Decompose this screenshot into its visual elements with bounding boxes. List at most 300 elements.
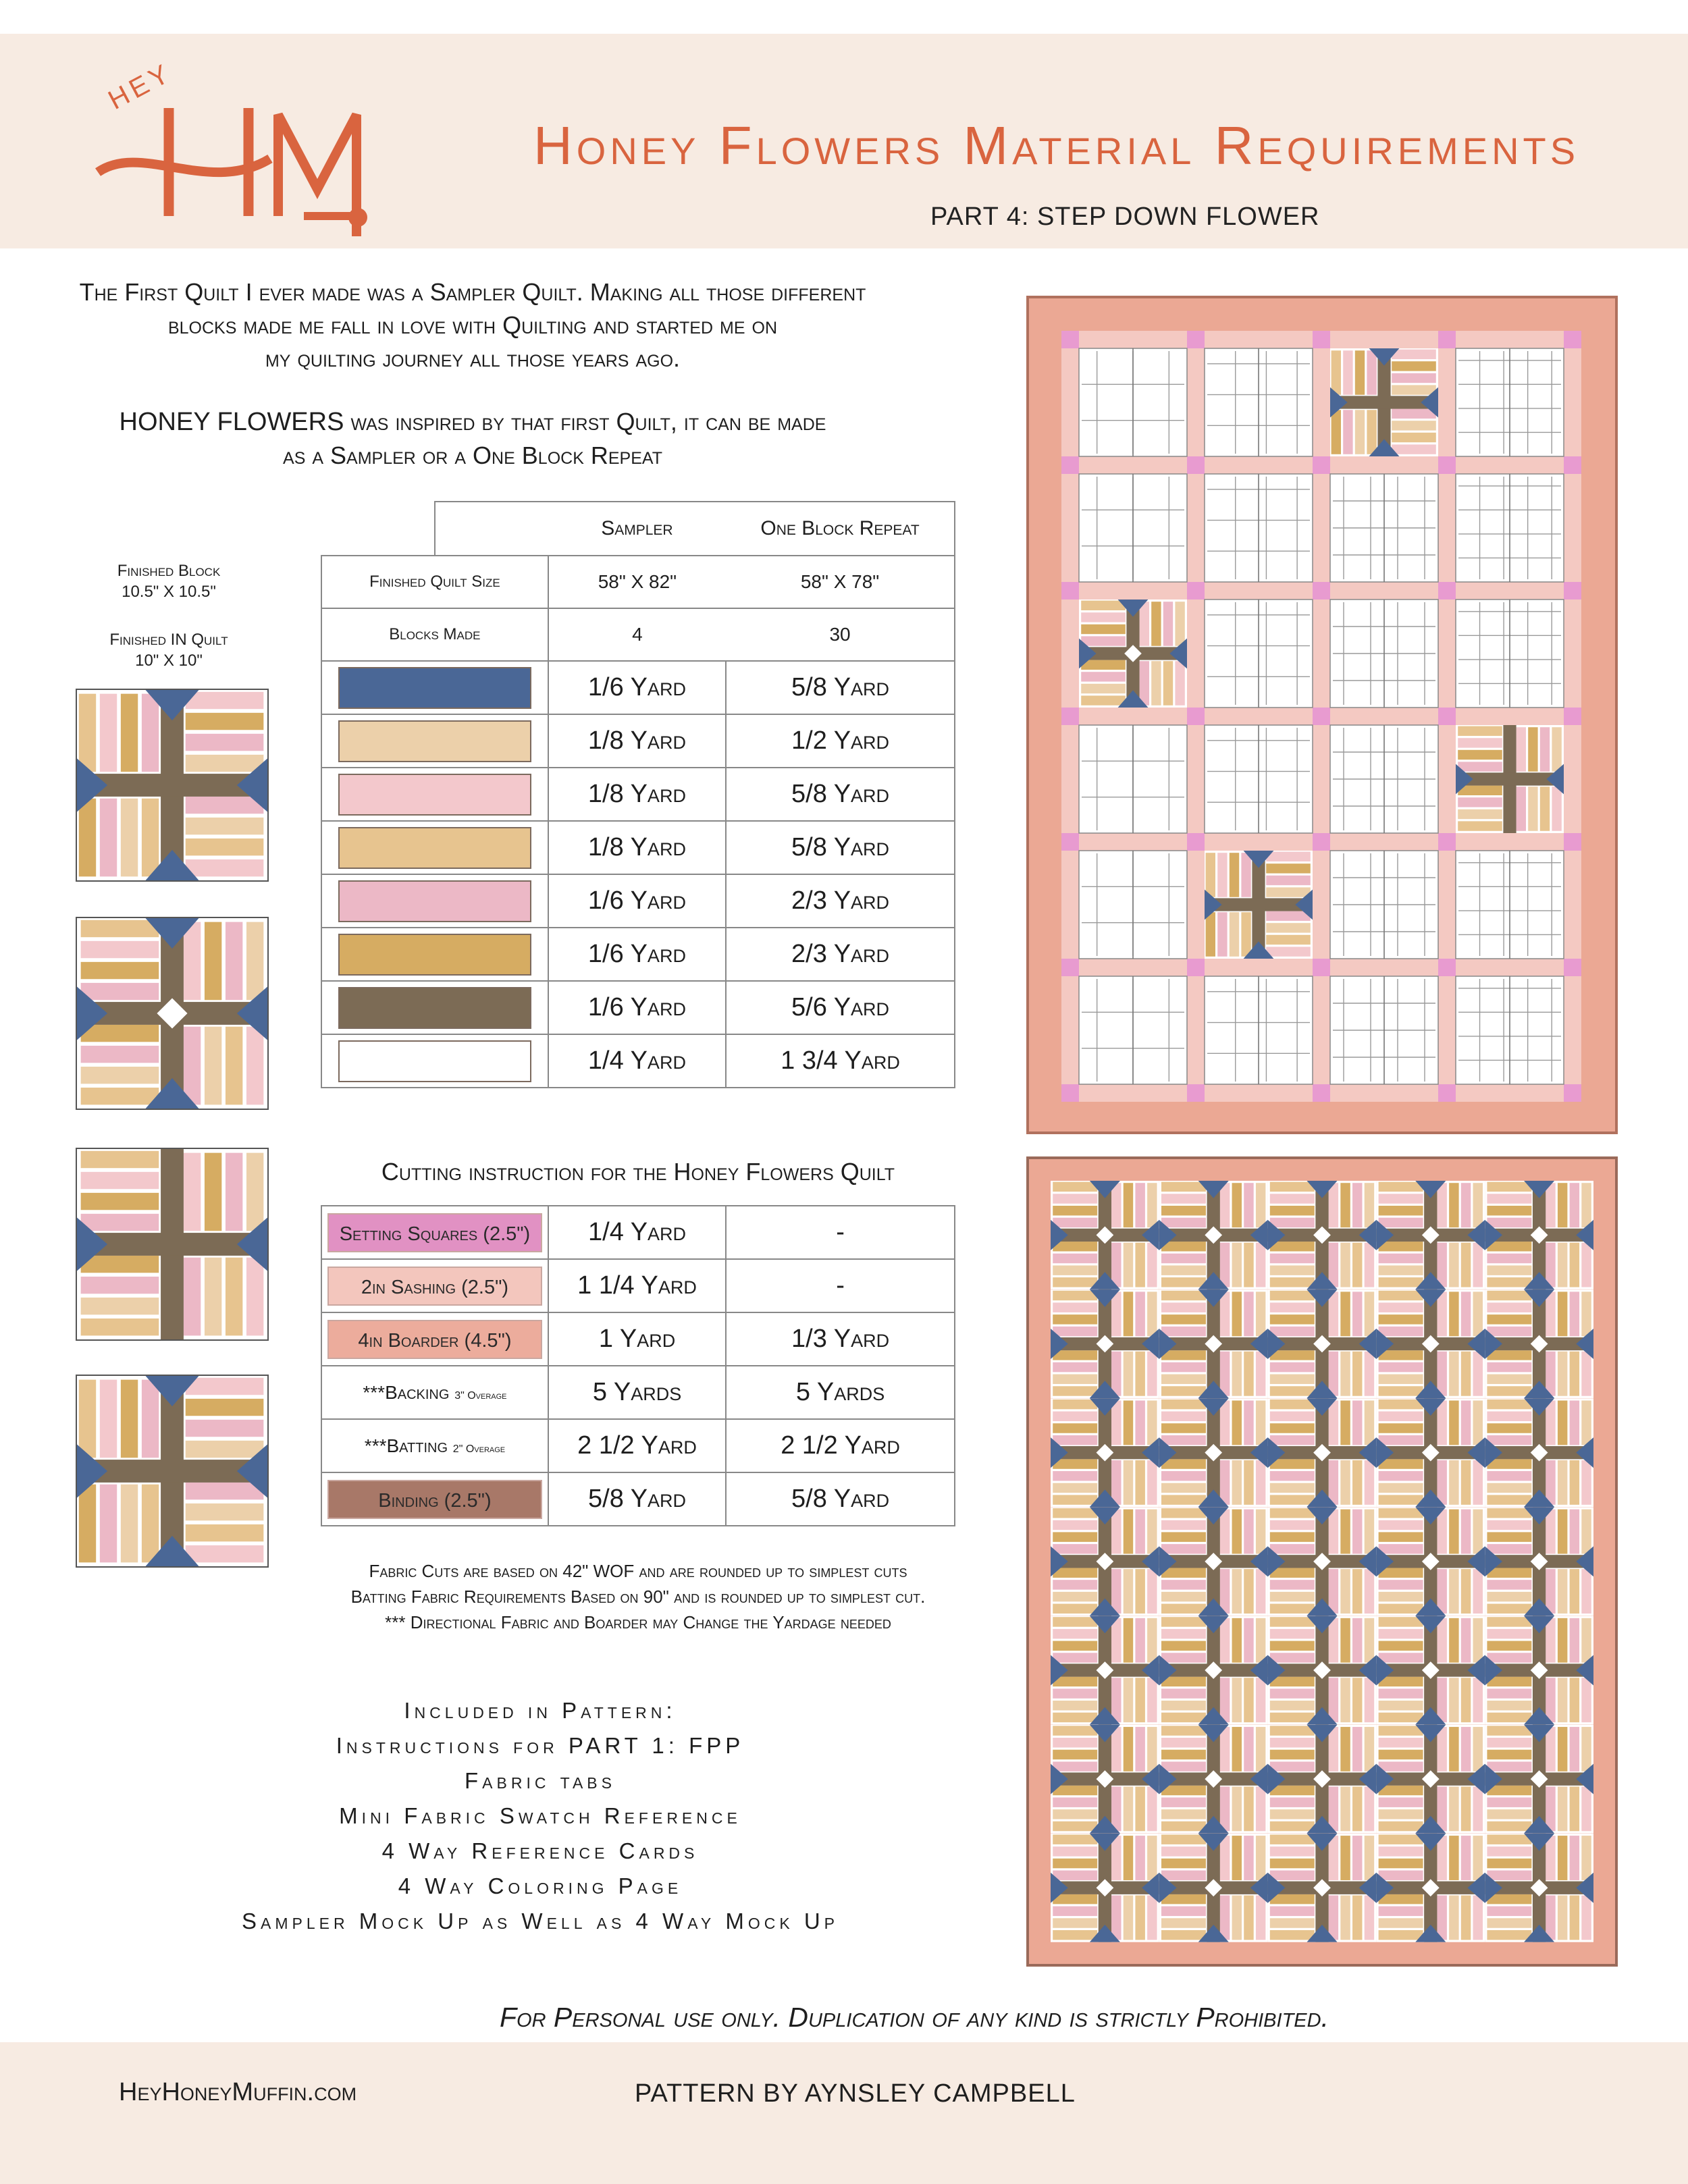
setting-square [1564,959,1581,976]
strip [1487,1435,1531,1445]
strip [1487,1194,1531,1203]
strip [1355,410,1365,454]
strip [1053,1544,1097,1553]
strip [1570,1183,1579,1227]
strip [1329,1618,1338,1663]
fabric-row [321,928,955,981]
included-item: Sampler Mock Up as Well as 4 Way Mock Up [241,1909,839,1934]
strip [1379,1302,1423,1312]
strip [1379,1750,1423,1759]
cutting-one-block-yardage: 2 1/2 Yard [726,1419,955,1472]
strip [1081,636,1126,645]
strip [1135,1291,1144,1336]
strip [1546,1896,1555,1940]
strip [1053,1265,1097,1275]
strip [1379,1471,1423,1481]
strip [1270,1580,1315,1589]
strip [1135,1569,1144,1614]
strip [1487,1314,1531,1324]
strip [1437,1291,1446,1336]
strip [1546,1460,1555,1505]
strip [1135,1401,1144,1445]
strip [81,1025,159,1042]
strip [1147,1460,1157,1505]
strip [1487,1362,1531,1372]
strip [1365,1678,1374,1722]
strip [1270,1495,1315,1504]
strip [1053,1423,1097,1433]
strip [1473,1618,1483,1663]
fabric-swatch [338,987,531,1029]
strip [226,1027,242,1105]
strip [1558,1352,1567,1396]
strip [1232,1569,1242,1614]
strip [1270,1871,1315,1880]
strip [1487,1520,1531,1530]
strip [1365,1510,1374,1554]
strip [1111,1618,1121,1663]
strip [1270,1653,1315,1662]
strip [1487,1688,1531,1698]
strip [1581,1291,1591,1336]
strip [1449,1618,1458,1663]
strip [1379,1386,1423,1395]
strip [1053,1688,1097,1698]
strip [246,1153,263,1231]
strip [1161,1930,1206,1940]
setting-square [1061,1084,1079,1102]
strip [1552,727,1561,772]
strip [1570,1352,1579,1396]
setting-square [1187,582,1205,600]
strip [1352,1727,1362,1772]
strip [1570,1896,1579,1940]
strip [1367,410,1376,454]
fabric-sampler-yardage: 1/8 Yard [548,714,726,768]
strip [1140,602,1149,646]
strip [1352,1401,1362,1445]
cutting-one-block-yardage: 5 Yards [726,1366,955,1419]
strip [1570,1243,1579,1287]
strip [186,1503,264,1520]
strip [205,1258,221,1336]
block-info [81,560,257,671]
strip [1161,1483,1206,1493]
strip [1581,1896,1591,1940]
strip [1081,695,1126,705]
strip [1331,350,1341,395]
fabric-swatch [338,880,531,922]
strip [1365,1460,1374,1505]
strip [1449,1401,1458,1445]
strip [1161,1471,1206,1481]
cutting-row [321,1472,955,1526]
strip [1111,1352,1121,1396]
note-1: Fabric Cuts are based on 42" WOF and are rounded up to simplest cuts [369,1561,907,1581]
strip [81,1298,159,1314]
strip [81,941,159,958]
strip [1053,1750,1097,1759]
cutting-label: 4in Boarder (4.5") [327,1320,542,1359]
strip [1270,1314,1315,1324]
intro-line-3: my quilting journey all those years ago. [265,344,681,372]
strip [1270,1797,1315,1807]
strip [1270,1242,1315,1251]
strip [1111,1836,1121,1880]
fabric-row [321,1034,955,1088]
strip [1487,1206,1531,1215]
strip [1270,1713,1315,1722]
strip [1124,1401,1133,1445]
col-one-block-header: One Block Repeat [726,502,955,556]
strip [81,1172,159,1189]
strip [1437,1569,1446,1614]
strip [1329,1510,1338,1554]
strip [1135,1183,1144,1227]
cutting-row [321,1419,955,1472]
strip [186,1399,264,1416]
strip [1244,1569,1253,1614]
strip [1473,1243,1483,1287]
strip [1220,1678,1230,1722]
intro-line-5: as a Sampler or a One Block Repeat [283,442,662,469]
strip [1161,1291,1206,1300]
finished-block-label: Finished Block [117,562,221,580]
strip [1161,1629,1206,1639]
strip [1473,1401,1483,1445]
strip [1161,1265,1206,1275]
strip [1270,1726,1315,1735]
strip [1558,1836,1567,1880]
strip [1140,661,1149,705]
strip [1124,1352,1133,1396]
intro-line-1: The First Quilt I ever made was a Sampler Quilt. Making all those different [79,278,866,306]
strip [1331,410,1341,454]
strip [1053,1930,1097,1940]
strip [1081,672,1126,681]
strip [1244,1836,1253,1880]
finished-quilt-value: 10" X 10" [135,651,203,670]
strip [1379,1677,1423,1686]
strip [1270,1265,1315,1275]
strip [184,1258,201,1336]
strip [1352,1352,1362,1396]
setting-square [1187,456,1205,474]
strip [1270,1412,1315,1421]
strip [1329,1352,1338,1396]
strip [1379,1435,1423,1445]
strip [1340,1727,1350,1772]
strip [1053,1677,1097,1686]
strip [1329,1401,1338,1445]
strip [1270,1701,1315,1710]
strip [1230,912,1239,957]
strip [1175,661,1184,705]
strip [1256,1352,1265,1396]
strip [142,799,159,877]
strip [1220,1569,1230,1614]
strip [1232,1618,1242,1663]
strip [81,1046,159,1063]
strip [1053,1277,1097,1287]
strip [1487,1291,1531,1300]
strip [1487,1423,1531,1433]
strip [1487,1265,1531,1275]
strip [1270,1471,1315,1481]
setting-square [1061,456,1079,474]
cutting-row [321,1312,955,1366]
strip [1487,1761,1531,1771]
strip [1206,853,1215,897]
strip [1487,1738,1531,1747]
strip [1558,1291,1567,1336]
fabric-swatch [338,1040,531,1082]
strip [1365,1786,1374,1831]
disclaimer: For Personal use only. Duplication of any kind is strictly Prohibited. [500,2002,1329,2033]
strip [1487,1701,1531,1710]
strip [1135,1896,1144,1940]
mini-block-3-art [77,1149,267,1339]
strip [1558,1727,1567,1772]
strip [1147,1678,1157,1722]
strip [1379,1641,1423,1651]
strip [186,1420,264,1437]
strip [1270,1907,1315,1916]
strip [1487,1471,1531,1481]
strip [1053,1327,1097,1336]
strip [1270,1508,1315,1518]
strip [1546,1618,1555,1663]
strip [1161,1495,1206,1504]
strip [1053,1604,1097,1614]
strip [1053,1206,1097,1215]
logo-mark [88,61,378,236]
strip [1206,912,1215,957]
strip [1111,1401,1121,1445]
setting-square [1187,833,1205,851]
strip [1487,1350,1531,1360]
strip [81,962,159,979]
strip [1437,1460,1446,1505]
requirements-table [321,501,955,1088]
strip [1244,1786,1253,1831]
fabric-sampler-yardage: 1/8 Yard [548,821,726,874]
mini-block-1 [76,689,269,882]
strip [1256,1896,1265,1940]
fabric-row [321,661,955,714]
fabric-sampler-yardage: 1/6 Yard [548,661,726,714]
strip [1256,1183,1265,1227]
strip [1340,1510,1350,1554]
logo-hey-text: HEY [103,61,178,115]
strip [1053,1592,1097,1601]
setting-square [1564,331,1581,348]
strip [1473,1510,1483,1554]
strip [1053,1641,1097,1651]
strip [1379,1592,1423,1601]
fabric-one-block-yardage: 1/2 Yard [726,714,955,768]
setting-square [1187,708,1205,725]
strip [1053,1495,1097,1504]
strip [1487,1254,1531,1263]
strip [1124,1727,1133,1772]
strip [1266,923,1311,932]
strip [1570,1727,1579,1772]
strip [186,692,264,709]
strip [1232,1460,1242,1505]
included-item: Mini Fabric Swatch Reference [339,1803,741,1828]
strip [226,1258,242,1336]
strip [1270,1291,1315,1300]
strip [1546,1569,1555,1614]
one-block-quilt-mockup [1026,1156,1618,1967]
strip [1147,1896,1157,1940]
strip [1053,1713,1097,1722]
website-link[interactable]: HeyHoneyMuffin.com [119,2078,357,2106]
strip [1329,1460,1338,1505]
strip [121,694,138,772]
strip [1340,1896,1350,1940]
setting-square [1438,708,1456,725]
empty-cell [321,502,435,556]
strip [1270,1750,1315,1759]
strip [121,1380,138,1458]
strip [1458,738,1502,747]
strip [1232,1836,1242,1880]
strip [1461,1836,1471,1880]
strip [1461,1291,1471,1336]
strip [1270,1386,1315,1395]
strip [1340,1243,1350,1287]
quilt-size-sampler: 58" X 82" [548,556,726,608]
strip [1270,1859,1315,1868]
strip [121,799,138,877]
strip [1458,762,1502,771]
strip [1053,1580,1097,1589]
strip [1053,1471,1097,1481]
strip [1244,1401,1253,1445]
strip [1392,385,1436,394]
cutting-one-block-yardage: 5/8 Yard [726,1472,955,1526]
strip [1558,1618,1567,1663]
strip [1379,1846,1423,1856]
strip [1232,1352,1242,1396]
cutting-label: 2in Sashing (2.5") [327,1267,542,1306]
strip [1270,1568,1315,1577]
strip [1379,1412,1423,1421]
strip [1053,1907,1097,1916]
fabric-swatch [338,774,531,816]
strip [1053,1194,1097,1203]
strip [1053,1738,1097,1747]
strip [1379,1568,1423,1577]
note-2: Batting Fabric Requirements Based on 90" and is rounded up to simplest cut. [350,1587,926,1607]
strip [1081,660,1126,670]
strip [1487,1508,1531,1518]
setting-square [1313,331,1330,348]
setting-square [1061,582,1079,600]
strip [1230,853,1239,897]
strip [1111,1678,1121,1722]
strip [1379,1713,1423,1722]
strip [1270,1786,1315,1795]
strip [1220,1618,1230,1663]
strip [1220,1460,1230,1505]
strip [1449,1678,1458,1722]
blocks-made-one-block: 30 [726,608,955,661]
strip [81,1151,159,1168]
strip [1256,1510,1265,1554]
strip [1147,1352,1157,1396]
strip [1365,1243,1374,1287]
strip [1340,1618,1350,1663]
strip [1487,1483,1531,1493]
setting-square [1564,833,1581,851]
strip [1147,1291,1157,1336]
strip [1232,1727,1242,1772]
setting-square [1313,582,1330,600]
setting-square [1313,959,1330,976]
setting-square [1187,959,1205,976]
strip [205,1153,221,1231]
setting-square [1438,456,1456,474]
strip [1379,1495,1423,1504]
strip [1270,1894,1315,1904]
fabric-swatch [338,827,531,869]
strip [1379,1797,1423,1807]
strip [1461,1510,1471,1554]
included-title: Included in Pattern: [404,1698,677,1723]
strip [1487,1677,1531,1686]
strip [1570,1510,1579,1554]
strip [1135,1836,1144,1880]
strip [1053,1859,1097,1868]
fabric-one-block-yardage: 5/8 Yard [726,821,955,874]
strip [1053,1918,1097,1927]
strip [1266,911,1311,921]
strip [1581,1243,1591,1287]
strip [1487,1182,1531,1192]
strip [1220,1896,1230,1940]
strip [1392,373,1436,383]
strip [1244,1352,1253,1396]
intro-text [41,275,905,375]
strip [1256,1727,1265,1772]
strip [1558,1460,1567,1505]
strip [1379,1653,1423,1662]
strip [1487,1930,1531,1940]
strip [1570,1569,1579,1614]
strip [1437,1836,1446,1880]
strip [1379,1871,1423,1880]
cutting-sampler-yardage: 1 1/4 Yard [548,1259,726,1312]
strip [1449,1510,1458,1554]
strip [1161,1653,1206,1662]
strip [1367,350,1376,395]
strip [1365,1352,1374,1396]
strip [1487,1375,1531,1384]
strip [1111,1727,1121,1772]
strip [1232,1243,1242,1287]
strip [1379,1291,1423,1300]
mini-block-4-art [77,1376,267,1566]
strip [1175,602,1184,646]
strip [1161,1713,1206,1722]
strip [1135,1460,1144,1505]
strip [1516,727,1526,772]
strip [1151,602,1161,646]
strip [1220,1352,1230,1396]
